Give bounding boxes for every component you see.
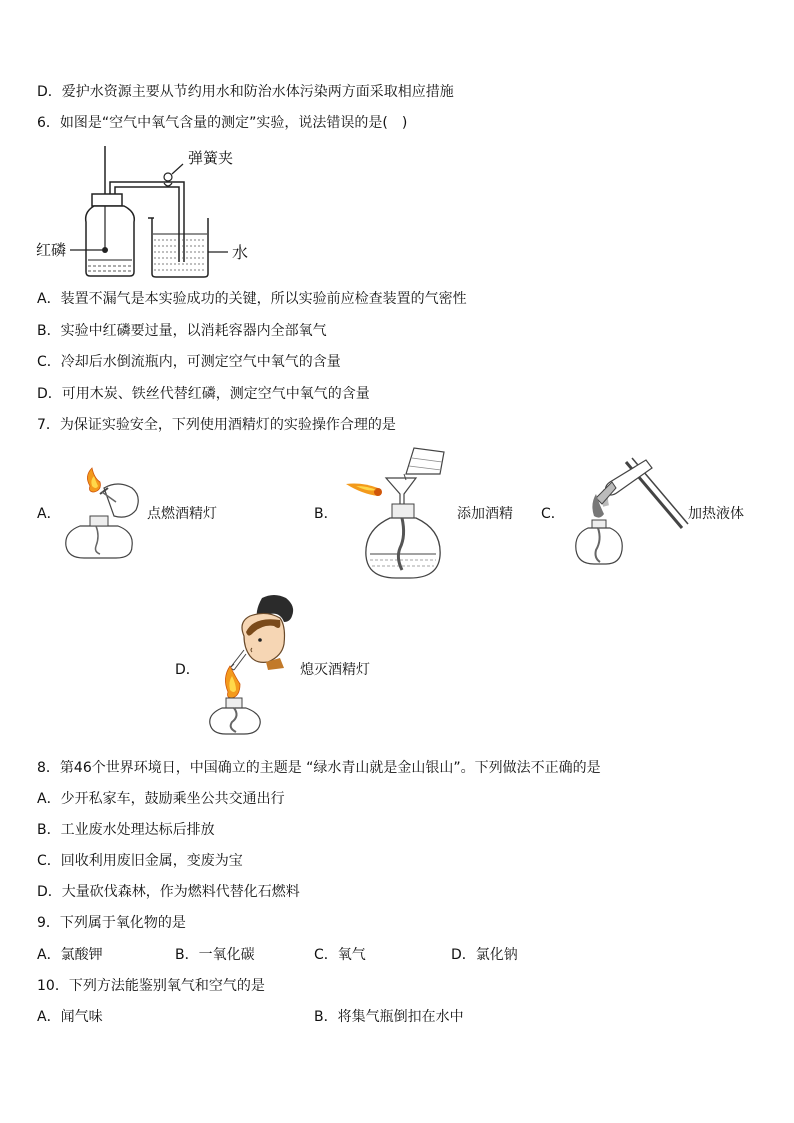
q7-option-a-letter: A． [37, 506, 61, 522]
q8-option-d: D．大量砍伐森林，作为燃料代替化石燃料 [37, 884, 300, 900]
q7-option-d-caption: 熄灭酒精灯 [300, 662, 370, 678]
q6-option-a: A．装置不漏气是本实验成功的关键，所以实验前应检查装置的气密性 [37, 291, 467, 307]
q7-stem: 7．为保证实验安全，下列使用酒精灯的实验操作合理的是 [37, 417, 396, 433]
q6-option-c: C．冷却后水倒流瓶内，可测定空气中氧气的含量 [37, 354, 341, 370]
q5-option-d: D．爱护水资源主要从节约用水和防治水体污染两方面采取相应措施 [37, 84, 454, 100]
q7-option-d-figure [204, 592, 304, 738]
q7-option-b-letter: B． [314, 506, 338, 522]
q6-option-b: B．实验中红磷要过量，以消耗容器内全部氧气 [37, 323, 327, 339]
q6-option-d: D．可用木炭、铁丝代替红磷，测定空气中氧气的含量 [37, 386, 370, 402]
q6-label-clamp: 弹簧夹 [188, 149, 234, 167]
q6-apparatus-figure [36, 142, 266, 282]
q8-option-c: C．回收利用废旧金属，变废为宝 [37, 853, 243, 869]
q7-option-a-caption: 点燃酒精灯 [147, 506, 217, 522]
q9-option-a: A．氯酸钾 [37, 947, 103, 963]
q10-stem: 10．下列方法能鉴别氧气和空气的是 [37, 978, 265, 994]
q7-option-a-figure [60, 466, 150, 562]
q9-option-d: D．氯化钠 [451, 947, 518, 963]
q10-option-b: B．将集气瓶倒扣在水中 [314, 1009, 464, 1025]
q10-option-a: A．闻气味 [37, 1009, 103, 1025]
q7-option-c-caption: 加热液体 [688, 506, 744, 522]
q7-option-b-caption: 添加酒精 [457, 506, 513, 522]
q7-option-b-figure [344, 444, 450, 584]
q6-label-water: 水 [232, 243, 249, 262]
q9-option-c: C．氧气 [314, 947, 366, 963]
q8-option-a: A．少开私家车，鼓励乘坐公共交通出行 [37, 791, 285, 807]
q7-option-d-letter: D． [175, 662, 200, 678]
q7-option-c-figure [566, 454, 690, 574]
q6-label-phosphorus: 红磷 [36, 241, 67, 259]
q6-stem: 6．如图是“空气中氧气含量的测定”实验，说法错误的是( ) [37, 115, 408, 131]
q7-option-c-letter: C． [541, 506, 565, 522]
q9-stem: 9．下列属于氧化物的是 [37, 915, 186, 931]
q8-stem: 8．第46个世界环境日，中国确立的主题是 “绿水青山就是金山银山”。下列做法不正确的是 [37, 760, 601, 776]
q9-option-b: B．一氧化碳 [175, 947, 255, 963]
q8-option-b: B．工业废水处理达标后排放 [37, 822, 215, 838]
